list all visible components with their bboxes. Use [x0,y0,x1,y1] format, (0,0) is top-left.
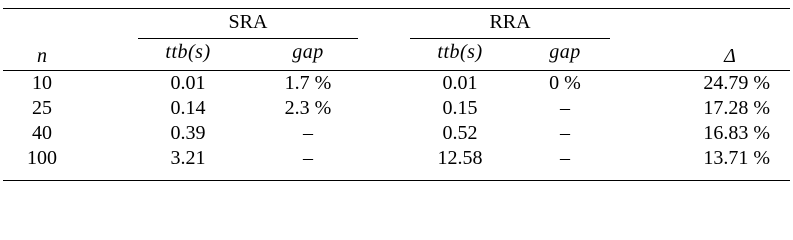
row-4-sra-ttb: 3.21 [170,147,206,169]
sra-cmidrule [138,38,358,39]
rra-cmidrule [410,38,610,39]
row-1-sra-ttb: 0.01 [170,72,206,94]
row-4-n: 100 [27,147,57,169]
header-n: n [37,45,47,67]
row-2-sra-ttb: 0.14 [170,97,206,119]
row-4-rra-gap: – [560,147,570,169]
header-sra-gap: gap [292,41,324,63]
row-3-rra-gap: – [560,122,570,144]
header-delta: Δ [724,45,736,67]
row-4-rra-ttb: 12.58 [437,147,483,169]
row-2-sra-gap: 2.3 % [284,97,332,119]
row-3-sra-ttb: 0.39 [170,122,206,144]
row-4-sra-gap: – [303,147,313,169]
header-sra-ttb: ttb(s) [165,41,211,63]
header-rra-ttb: ttb(s) [437,41,483,63]
row-1-delta: 24.79 % [703,72,770,94]
bottom-rule [3,180,790,181]
row-1-sra-gap: 1.7 % [284,72,332,94]
row-2-n: 25 [32,97,52,119]
header-rra-gap: gap [549,41,581,63]
row-3-rra-ttb: 0.52 [442,122,478,144]
group-header-rra: RRA [489,11,531,33]
row-1-rra-ttb: 0.01 [442,72,478,94]
group-header-sra: SRA [228,11,268,33]
row-1-n: 10 [32,72,52,94]
row-3-delta: 16.83 % [703,122,770,144]
row-3-n: 40 [32,122,52,144]
row-3-sra-gap: – [303,122,313,144]
row-2-rra-ttb: 0.15 [442,97,478,119]
row-4-delta: 13.71 % [703,147,770,169]
row-2-delta: 17.28 % [703,97,770,119]
row-2-rra-gap: – [560,97,570,119]
row-1-rra-gap: 0 % [549,72,581,94]
top-rule [3,8,790,9]
